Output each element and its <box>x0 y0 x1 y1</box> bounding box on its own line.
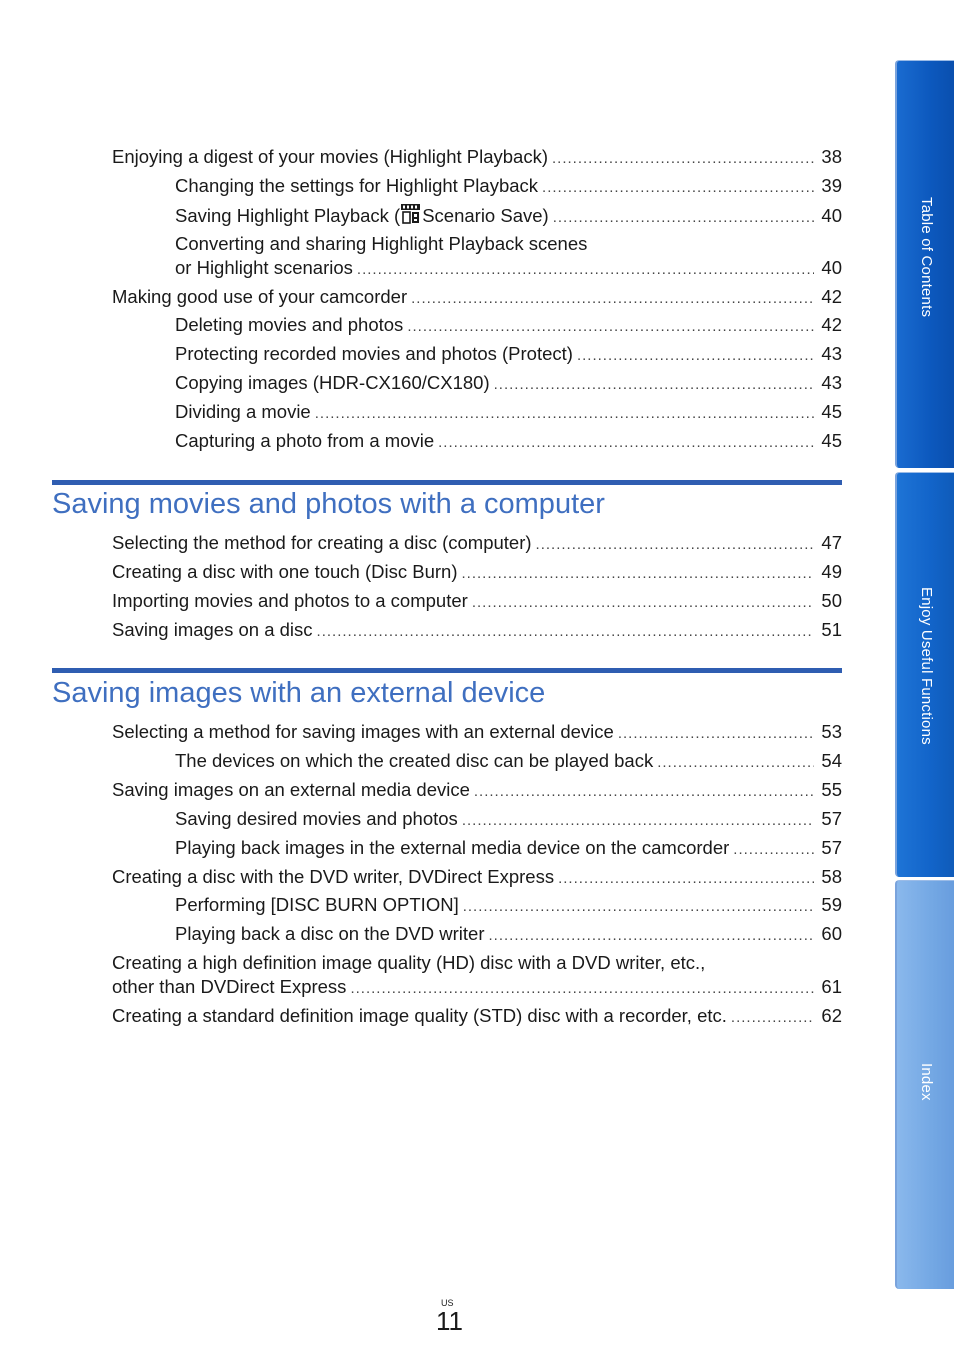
toc-entry-title: Creating a disc with one touch (Disc Burn) <box>112 561 458 582</box>
toc-entry-title: Creating a disc with the DVD writer, DVDirect Express <box>112 866 555 887</box>
toc-entry[interactable] <box>112 560 842 584</box>
toc-page-number: 40 <box>821 205 842 226</box>
leader-dots <box>577 344 814 368</box>
toc-entry[interactable] <box>175 174 842 198</box>
toc-entry-title: Making good use of your camcorder <box>112 286 408 307</box>
toc-entry[interactable] <box>112 145 842 169</box>
toc-page-number: 54 <box>821 750 842 771</box>
toc-entry[interactable] <box>112 778 842 802</box>
section-heading[interactable]: Saving movies and photos with a computer <box>52 488 605 520</box>
toc-entry[interactable] <box>175 922 842 946</box>
leader-dots <box>474 780 814 804</box>
tab-table-of-contents[interactable] <box>895 60 954 468</box>
toc-page-number: 57 <box>821 837 842 858</box>
leader-dots <box>315 402 814 426</box>
leader-dots <box>618 722 814 746</box>
leader-dots <box>472 591 814 615</box>
toc-page-number: 55 <box>821 779 842 800</box>
toc-entry-title: The devices on which the created disc can be played back <box>175 750 654 771</box>
leader-dots <box>657 751 814 775</box>
toc-entry-title: other than DVDirect Express <box>112 976 347 997</box>
toc-page-number: 57 <box>821 808 842 829</box>
toc-entry[interactable] <box>175 807 842 831</box>
toc-entry-title <box>175 203 549 231</box>
toc-page-number: 53 <box>821 721 842 742</box>
leader-dots <box>494 373 814 397</box>
toc-entry-title: Importing movies and photos to a computer <box>112 590 468 611</box>
toc-page-number: 62 <box>821 1005 842 1026</box>
toc-entry[interactable] <box>175 429 842 453</box>
toc-entry-title-part: Scenario Save) <box>422 205 549 226</box>
toc-page-number: 47 <box>821 532 842 553</box>
leader-dots <box>357 258 814 282</box>
toc-entry-title: Deleting movies and photos <box>175 314 404 335</box>
leader-dots <box>411 287 814 311</box>
tab-label: Index <box>918 1063 935 1101</box>
toc-entry[interactable] <box>112 589 842 613</box>
toc-page-number: 59 <box>821 894 842 915</box>
toc-entry[interactable] <box>175 749 842 773</box>
toc-page-number: 58 <box>821 866 842 887</box>
toc-entry[interactable] <box>175 836 842 860</box>
toc-entry[interactable] <box>175 203 842 227</box>
tab-index[interactable] <box>895 880 954 1289</box>
toc-entry[interactable] <box>112 531 842 555</box>
toc-entry[interactable] <box>175 313 842 337</box>
leader-dots <box>317 620 814 644</box>
toc-page-number: 38 <box>821 146 842 167</box>
section-divider <box>52 668 842 673</box>
leader-dots <box>463 895 814 919</box>
leader-dots <box>461 562 814 586</box>
leader-dots <box>462 809 814 833</box>
toc-page-number: 39 <box>821 175 842 196</box>
leader-dots <box>489 924 815 948</box>
toc-entry-title-part: Saving Highlight Playback ( <box>175 205 401 226</box>
page-region-label: US <box>441 1298 454 1308</box>
toc-entry-title: or Highlight scenarios <box>175 257 353 278</box>
tab-label: Enjoy Useful Functions <box>918 587 935 745</box>
toc-entry[interactable] <box>112 720 842 744</box>
toc-page-number: 45 <box>821 430 842 451</box>
toc-entry[interactable] <box>175 256 842 280</box>
toc-entry-title: Saving desired movies and photos <box>175 808 458 829</box>
scenario-icon <box>400 203 421 231</box>
toc-page-number: 50 <box>821 590 842 611</box>
leader-dots <box>407 315 814 339</box>
toc-page-number: 42 <box>821 314 842 335</box>
leader-dots <box>558 867 814 891</box>
toc-entry-title: Selecting the method for creating a disc (computer) <box>112 532 532 553</box>
section-heading[interactable]: Saving images with an external device <box>52 677 546 709</box>
toc-entry-title-line1[interactable]: Creating a high definition image quality (HD) disc with a DVD writer, etc., <box>112 952 706 973</box>
toc-page-number: 61 <box>821 976 842 997</box>
page-number: 11 <box>436 1306 463 1336</box>
toc-entry[interactable] <box>112 865 842 889</box>
leader-dots <box>350 977 814 1001</box>
leader-dots <box>438 431 814 455</box>
toc-entry-title: Capturing a photo from a movie <box>175 430 435 451</box>
toc-entry[interactable] <box>112 975 842 999</box>
toc-page-number: 40 <box>821 257 842 278</box>
toc-page-number: 60 <box>821 923 842 944</box>
toc-page-number: 45 <box>821 401 842 422</box>
toc-page-number: 49 <box>821 561 842 582</box>
leader-dots <box>553 206 814 230</box>
section-divider <box>52 480 842 485</box>
toc-page-number: 43 <box>821 343 842 364</box>
toc-entry-title: Saving images on an external media device <box>112 779 470 800</box>
toc-entry-title: Changing the settings for Highlight Playback <box>175 175 539 196</box>
toc-entry[interactable] <box>175 400 842 424</box>
toc-entry[interactable] <box>175 893 842 917</box>
leader-dots <box>733 838 814 862</box>
toc-entry[interactable] <box>112 285 842 309</box>
toc-entry-title: Saving images on a disc <box>112 619 313 640</box>
leader-dots <box>552 147 814 171</box>
toc-entry[interactable] <box>112 1004 842 1028</box>
toc-entry-title: Performing [DISC BURN OPTION] <box>175 894 459 915</box>
leader-dots <box>542 176 814 200</box>
toc-page-number: 51 <box>821 619 842 640</box>
toc-entry-title: Copying images (HDR-CX160/CX180) <box>175 372 490 393</box>
toc-entry-title: Playing back a disc on the DVD writer <box>175 923 485 944</box>
tab-enjoy-useful-functions[interactable] <box>895 472 954 877</box>
toc-entry[interactable] <box>175 371 842 395</box>
toc-entry-title: Protecting recorded movies and photos (Protect) <box>175 343 573 364</box>
toc-entry-title: Enjoying a digest of your movies (Highlight Playback) <box>112 146 548 167</box>
toc-entry-title: Selecting a method for saving images with an external device <box>112 721 614 742</box>
leader-dots <box>536 533 814 557</box>
toc-entry-title: Playing back images in the external media device on the camcorder <box>175 837 730 858</box>
toc-entry[interactable] <box>112 618 842 642</box>
toc-page-number: 42 <box>821 286 842 307</box>
tab-label: Table of Contents <box>918 197 935 318</box>
toc-entry-title: Creating a standard definition image quality (STD) disc with a recorder, etc. <box>112 1005 727 1026</box>
toc-entry-title-line1[interactable]: Converting and sharing Highlight Playback scenes <box>175 233 588 254</box>
toc-entry-title: Dividing a movie <box>175 401 311 422</box>
leader-dots <box>731 1006 814 1030</box>
toc-entry[interactable] <box>175 342 842 366</box>
toc-page-number: 43 <box>821 372 842 393</box>
